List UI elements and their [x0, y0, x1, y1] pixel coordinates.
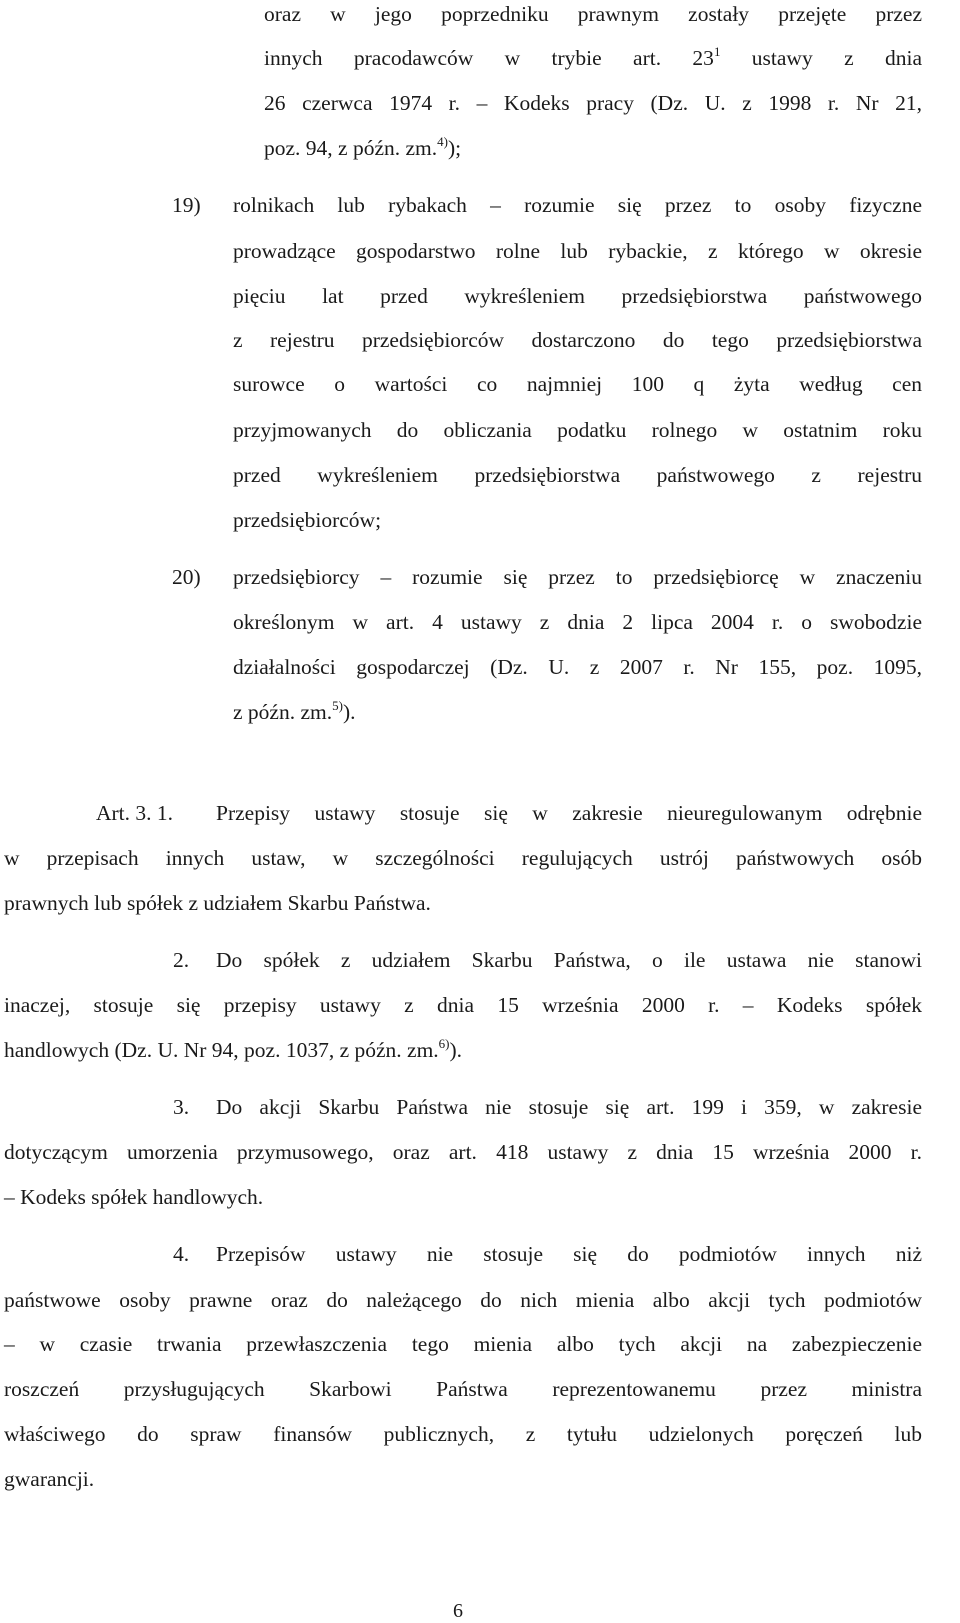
text-line: z rejestru przedsiębiorców dostarczono do tego przedsiębiorstwa	[233, 328, 922, 352]
text-line	[4, 1036, 463, 1062]
paragraph-number: 3.	[173, 1095, 190, 1119]
text-line: oraz w jego poprzedniku prawnym zostały przejęte przez	[264, 2, 922, 26]
item-number: 19)	[172, 193, 201, 217]
text-span: innych pracodawców w trybie art. 23	[264, 46, 714, 70]
text-line: 26 czerwca 1974 r. – Kodeks pracy (Dz. U. z 1998 r. Nr 21,	[264, 91, 922, 115]
text-span: z późn. zm.	[233, 700, 333, 724]
text-line: roszczeń przysługujących Skarbowi Państwa reprezentowanemu przez ministra	[4, 1377, 922, 1401]
item-number: 20)	[172, 565, 201, 589]
text-line: właściwego do spraw finansów publicznych, z tytułu udzielonych poręczeń lub	[4, 1422, 922, 1446]
text-span: handlowych (Dz. U. Nr 94, poz. 1037, z późn. zm.	[4, 1038, 439, 1062]
text-line: dotyczącym umorzenia przymusowego, oraz art. 418 ustawy z dnia 15 września 2000 r.	[4, 1140, 922, 1164]
text-line: gwarancji.	[4, 1467, 95, 1491]
footnote-ref: 4)	[437, 134, 448, 149]
text-line: przyjmowanych do obliczania podatku rolnego w ostatnim roku	[233, 418, 922, 442]
text-line: Do akcji Skarbu Państwa nie stosuje się art. 199 i 359, w zakresie	[216, 1095, 922, 1119]
text-line: Przepisy ustawy stosuje się w zakresie nieuregulowanym odrębnie	[216, 801, 922, 825]
footnote-ref: 5)	[332, 698, 343, 713]
text-span: ).	[342, 700, 356, 724]
text-line	[233, 698, 356, 724]
footnote-ref: 6)	[438, 1036, 450, 1051]
text-line: działalności gospodarczej (Dz. U. z 2007 r. Nr 155, poz. 1095,	[233, 655, 922, 679]
text-line: – w czasie trwania przewłaszczenia tego mienia albo tych akcji na zabezpieczenie	[4, 1332, 922, 1356]
text-span: ustawy z dnia	[720, 46, 922, 70]
text-line: przedsiębiorców;	[233, 508, 382, 532]
text-span: );	[448, 136, 462, 160]
text-span: poz. 94, z późn. zm.	[264, 136, 438, 160]
text-line: określonym w art. 4 ustawy z dnia 2 lipca 2004 r. o swobodzie	[233, 610, 922, 634]
text-line: inaczej, stosuje się przepisy ustawy z dnia 15 września 2000 r. – Kodeks spółek	[4, 993, 922, 1017]
text-line: – Kodeks spółek handlowych.	[4, 1185, 264, 1209]
text-line: prowadzące gospodarstwo rolne lub rybackie, z którego w okresie	[233, 239, 922, 263]
page-number: 6	[453, 1600, 463, 1622]
text-line: w przepisach innych ustaw, w szczególności regulujących ustrój państwowych osób	[4, 846, 922, 870]
text-line: przedsiębiorcy – rozumie się przez to przedsiębiorcę w znaczeniu	[233, 565, 922, 589]
text-line: Do spółek z udziałem Skarbu Państwa, o ile ustawa nie stanowi	[216, 948, 922, 972]
text-line	[264, 134, 462, 160]
text-line: państwowe osoby prawne oraz do należącego do nich mienia albo akcji tych podmiotów	[4, 1288, 922, 1312]
article-heading: Art. 3. 1.	[96, 801, 174, 825]
text-line: Przepisów ustawy nie stosuje się do podmiotów innych niż	[216, 1242, 922, 1266]
paragraph-number: 2.	[173, 948, 190, 972]
text-line: pięciu lat przed wykreśleniem przedsiębiorstwa państwowego	[233, 284, 922, 308]
footnote-ref: 1	[713, 44, 721, 59]
text-span: ).	[449, 1038, 463, 1062]
text-line: rolnikach lub rybakach – rozumie się przez to osoby fizyczne	[233, 193, 922, 217]
paragraph-number: 4.	[173, 1242, 190, 1266]
text-line: przed wykreśleniem przedsiębiorstwa państwowego z rejestru	[233, 463, 922, 487]
text-line	[264, 44, 922, 70]
text-line: prawnych lub spółek z udziałem Skarbu Państwa.	[4, 891, 431, 915]
text-line: surowce o wartości co najmniej 100 q żyta według cen	[233, 372, 922, 396]
